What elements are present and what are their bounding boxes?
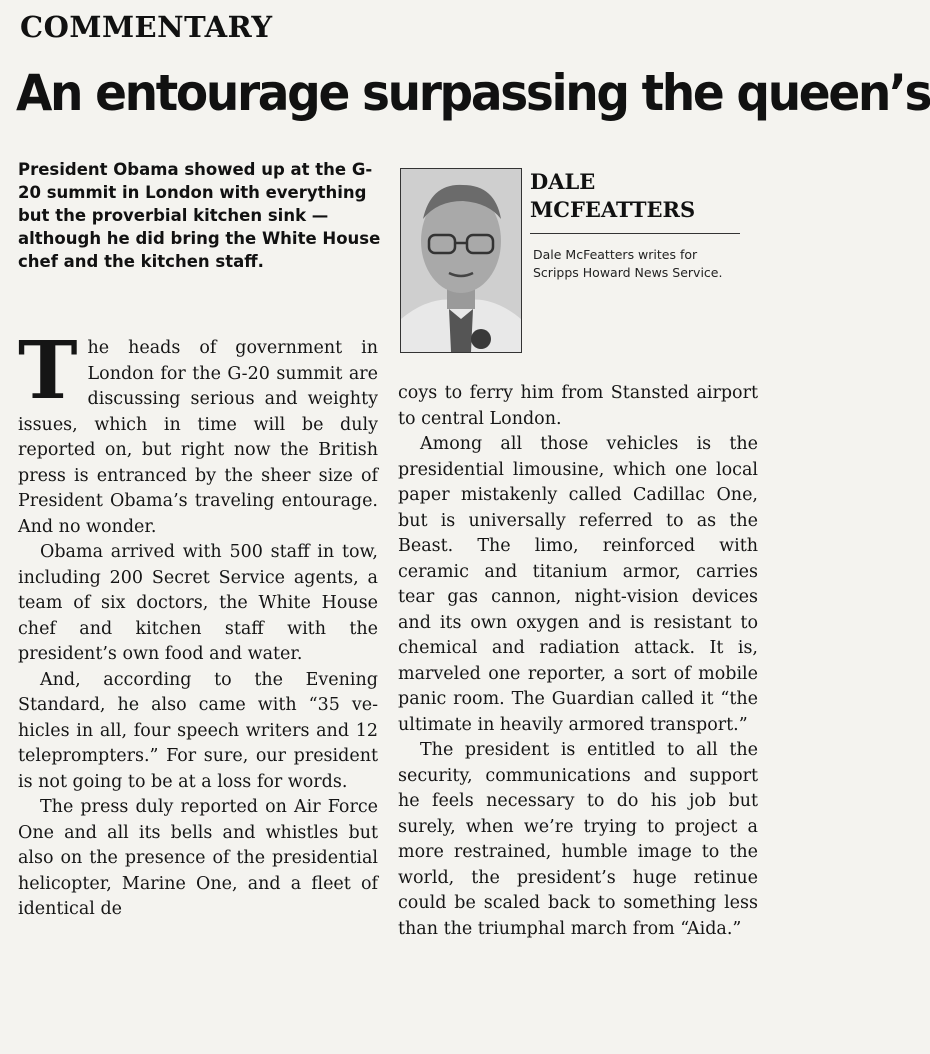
author-portrait-image	[401, 169, 521, 352]
drop-cap: T	[18, 323, 78, 417]
deck-summary: President Obama showed up at the G-20 summit in London with everything but the proverbial kitchen sink — although he did bring the White House chef and the kitchen staff.	[18, 160, 381, 271]
author-name	[530, 168, 750, 224]
article-column-right	[398, 381, 758, 942]
article-paragraph-5: Among all those vehicles is the presidential limousine, which one local paper mistakenly called Cadillac One, but is universally referred to as the Beast. The limo, reinforced with ceramic and titanium armor, carries tear gas cannon, night-vision devices and its own oxygen and is resistant to chemical and radiation attack. It is, marveled one reporter, a sort of mobile panic room. The Guardian called it “the ultimate in heavily armored transport.”	[398, 434, 758, 735]
article-paragraph-3: And, according to the Evening Standard, he also came with “35 vehicles in all, four speech writers and 12 teleprompters.” For sure, our president is not going to be at a loss for words.	[18, 669, 378, 792]
section-label: COMMENTARY	[20, 10, 273, 44]
author-description: Dale McFeatters writes for Scripps Howard News Service.	[533, 247, 723, 280]
article-paragraph-4: The press duly reported on Air Force One and all its bells and whistles but also on the presence of the presidential helicopter, Marine One, and a fleet of identical de	[18, 797, 378, 919]
author-name-line2: MCFEATTERS	[530, 197, 696, 222]
byline-divider	[530, 233, 740, 234]
author-name-line1: DALE	[530, 169, 596, 194]
article-column-left	[18, 323, 378, 923]
article-paragraph-1	[18, 323, 378, 540]
headline: An entourage surpassing the queen’s	[16, 64, 930, 122]
paragraph-1-text: he heads of government in London for the G-20 summit are discussing serious and weighty issues, which in time will be duly reported on, but right now the British press is entranced by the sheer size of President Obama’s traveling entourage. And no wonder.	[18, 338, 378, 537]
article-paragraph-2: Obama arrived with 500 staff in tow, including 200 Secret Service agents, a team of six doctors, the White House chef and kitchen staff with the president’s own food and water.	[18, 542, 378, 664]
article-paragraph-4-continued: coys to ferry him from Stansted airport to central London.	[398, 383, 758, 429]
author-photo	[400, 168, 522, 353]
article-paragraph-6: The president is entitled to all the security, communications and support he feels necessary to do his job but surely, when we’re trying to project a more restrained, humble image to the world, the president’s huge retinue could be scaled back to something less than the triumphal march from “Aida.”	[398, 740, 758, 939]
